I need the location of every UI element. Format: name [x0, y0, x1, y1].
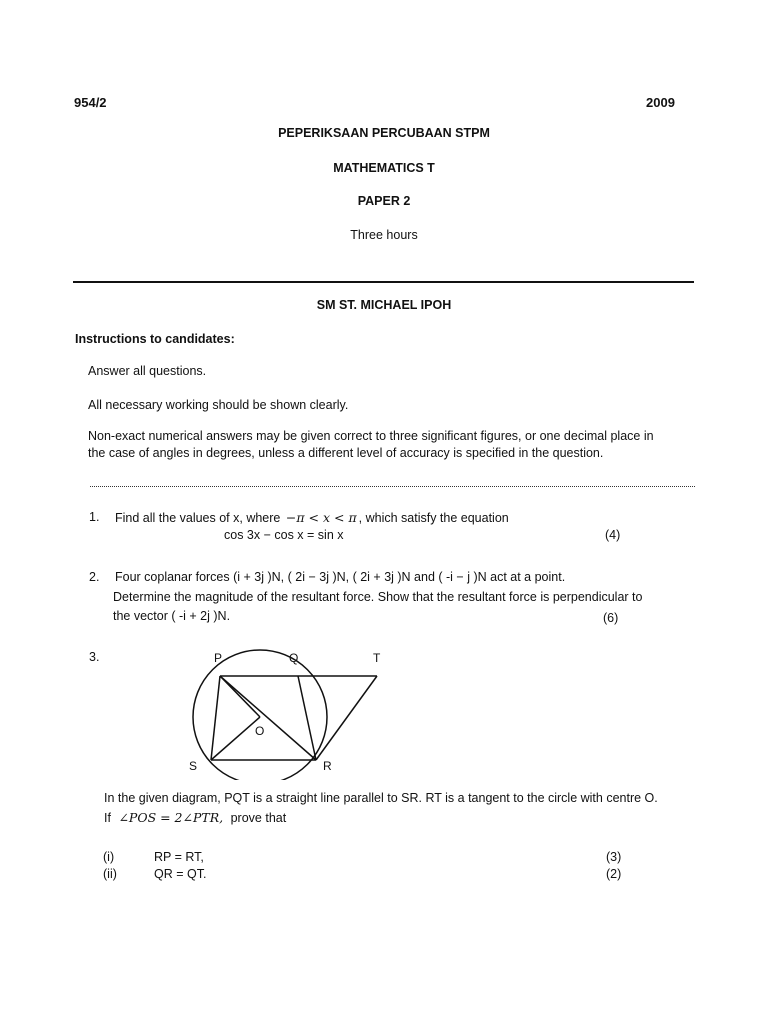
equation: cos 3x − cos x = sin x: [224, 528, 344, 542]
question-number: 2.: [89, 570, 100, 584]
question-text: In the given diagram, PQT is a straight line parallel to SR. RT is a tangent to the circle with centre O.: [104, 791, 658, 805]
instruction-line: Non-exact numerical answers may be given correct to three significant figures, or one decimal place in: [88, 429, 654, 443]
label-o: O: [255, 724, 265, 738]
paper-code: 954/2: [74, 95, 107, 110]
question-number: 3.: [89, 650, 100, 664]
question-text: Determine the magnitude of the resultant force. Show that the resultant force is perpendicular to: [113, 590, 643, 604]
exam-title: PEPERIKSAAN PERCUBAAN STPM: [278, 126, 490, 140]
duration: Three hours: [350, 228, 418, 242]
condition: ∠POS = 2∠PTR,: [118, 810, 224, 825]
marks: (4): [605, 528, 621, 542]
question-text-part: Find all the values of x, where: [115, 511, 281, 525]
tangent-rt: [316, 676, 377, 760]
geometry-diagram: [170, 640, 400, 780]
paper-year: 2009: [646, 95, 675, 110]
question-text-part: prove that: [230, 811, 287, 825]
label-p: P: [214, 651, 223, 665]
marks: (2): [606, 867, 622, 881]
question-text: [104, 810, 286, 825]
part-label: (ii): [103, 867, 117, 881]
header-rule: [73, 281, 694, 283]
part-statement: RP = RT,: [154, 850, 204, 864]
question-text: the vector ( -i + 2j )N.: [113, 609, 231, 623]
part-statement: QR = QT.: [154, 867, 207, 881]
instructions-heading: Instructions to candidates:: [75, 332, 235, 346]
marks: (6): [603, 611, 619, 625]
question-text-part: If: [104, 811, 111, 825]
question-text: [115, 510, 509, 525]
marks: (3): [606, 850, 622, 864]
instruction-line: the case of angles in degrees, unless a different level of accuracy is specified in the question.: [88, 446, 604, 460]
part-label: (i): [103, 850, 115, 864]
dotted-separator: [90, 486, 695, 487]
condition: −π < x < π: [285, 510, 357, 525]
chord-pr: [220, 676, 316, 760]
question-text-part: , which satisfy the equation: [358, 511, 509, 525]
radius-op: [220, 676, 260, 717]
instruction-line: All necessary working should be shown clearly.: [88, 398, 349, 412]
question-text: Four coplanar forces (i + 3j )N, ( 2i − 3j )N, ( 2i + 3j )N and ( -i − j )N act at a point.: [115, 570, 566, 584]
chord-ps: [211, 676, 220, 760]
label-t: T: [373, 651, 381, 665]
paper-number: PAPER 2: [357, 194, 411, 208]
label-r: R: [323, 759, 332, 773]
question-number: 1.: [89, 510, 100, 524]
subject-title: MATHEMATICS T: [333, 161, 435, 175]
instruction-line: Answer all questions.: [88, 364, 207, 378]
school-name: SM ST. MICHAEL IPOH: [316, 298, 452, 312]
label-s: S: [189, 759, 198, 773]
radius-os: [211, 717, 260, 760]
label-q: Q: [289, 651, 299, 665]
